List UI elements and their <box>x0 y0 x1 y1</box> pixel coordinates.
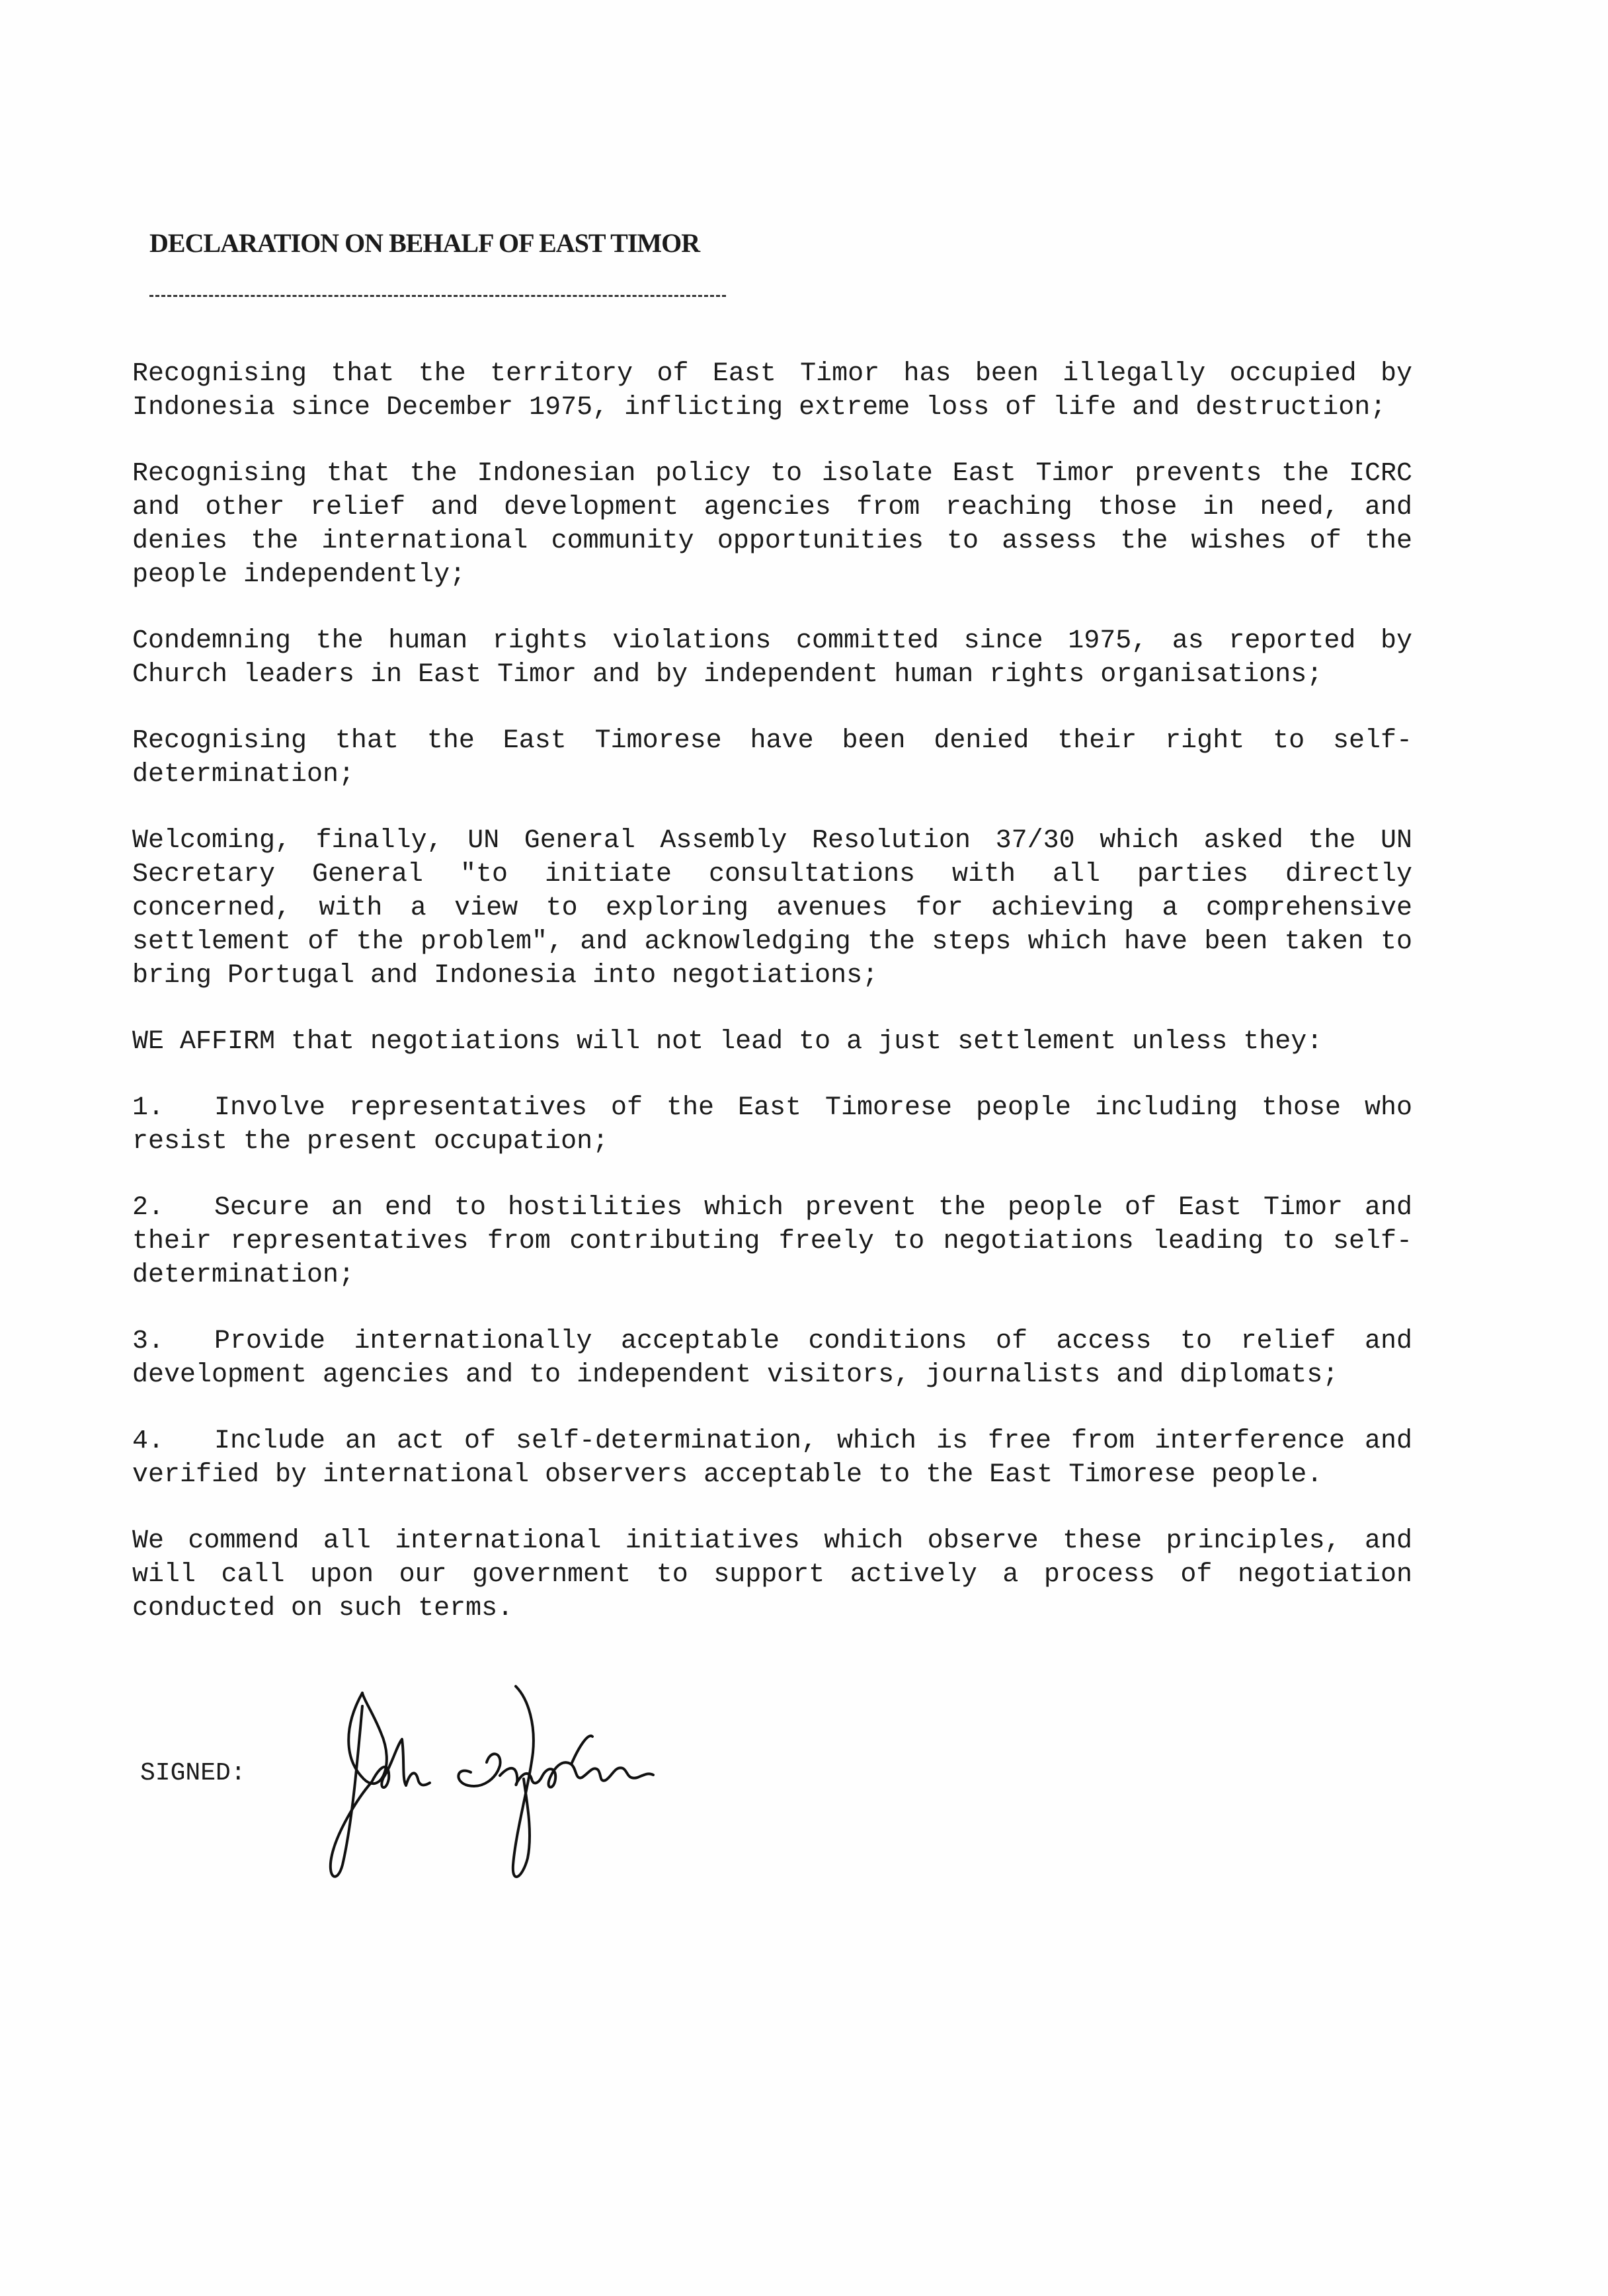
list-item <box>132 1424 1412 1492</box>
title-underline <box>149 295 726 297</box>
paragraph-condemning-violations: Condemning the human rights violations committed since 1975, as reported by Church leaders in East Timor and by independent human rights organisations; <box>132 626 1412 690</box>
document-title: DECLARATION ON BEHALF OF EAST TIMOR <box>149 228 700 258</box>
list-item-number: 3. <box>132 1327 165 1356</box>
paragraph-recognising-self-determination: Recognising that the East Timorese have been denied their right to self-determination; <box>132 726 1412 790</box>
list-item-number: 1. <box>132 1093 165 1123</box>
paragraph-welcoming-resolution: Welcoming, finally, UN General Assembly Resolution 37/30 which asked the UN Secretary General "to initiate consultations with all parties directly concerned, with a view to exploring avenues for achieving a comprehensive settlement of the problem", and acknowledging the steps which have been taken to bring Portugal and Indonesia into negotiations; <box>132 826 1412 991</box>
list-item-text: Provide internationally acceptable conditions of access to relief and development agencies and to independent visitors, journalists and diplomats; <box>132 1327 1412 1390</box>
handwritten-signature <box>317 1666 661 1891</box>
signed-label: SIGNED: <box>140 1759 246 1787</box>
list-item <box>132 1325 1412 1392</box>
list-item-text: Involve representatives of the East Timorese people including those who resist the present occupation; <box>132 1093 1412 1157</box>
list-item-number: 2. <box>132 1193 165 1223</box>
paragraph-we-affirm: WE AFFIRM that negotiations will not lead to a just settlement unless they: <box>132 1027 1323 1057</box>
list-item-text: Include an act of self-determination, which is free from interference and verified by international observers acceptable to the East Timorese people. <box>132 1426 1412 1490</box>
document-body <box>132 357 1412 1658</box>
list-item <box>132 1091 1412 1159</box>
list-item-text: Secure an end to hostilities which prevent the people of East Timor and their representatives from contributing freely to negotiations leading to self-determination; <box>132 1193 1412 1290</box>
paragraph-recognising-isolation: Recognising that the Indonesian policy to isolate East Timor prevents the ICRC and other relief and development agencies from reaching those in need, and denies the international community opportunities to assess the wishes of the people independently; <box>132 459 1412 590</box>
list-item <box>132 1191 1412 1292</box>
list-item-number: 4. <box>132 1426 165 1456</box>
paragraph-closing: We commend all international initiatives which observe these principles, and will call upon our government to support actively a process of negotiation conducted on such terms. <box>132 1526 1412 1623</box>
paragraph-recognising-occupation: Recognising that the territory of East Timor has been illegally occupied by Indonesia since December 1975, inflicting extreme loss of life and destruction; <box>132 359 1412 423</box>
